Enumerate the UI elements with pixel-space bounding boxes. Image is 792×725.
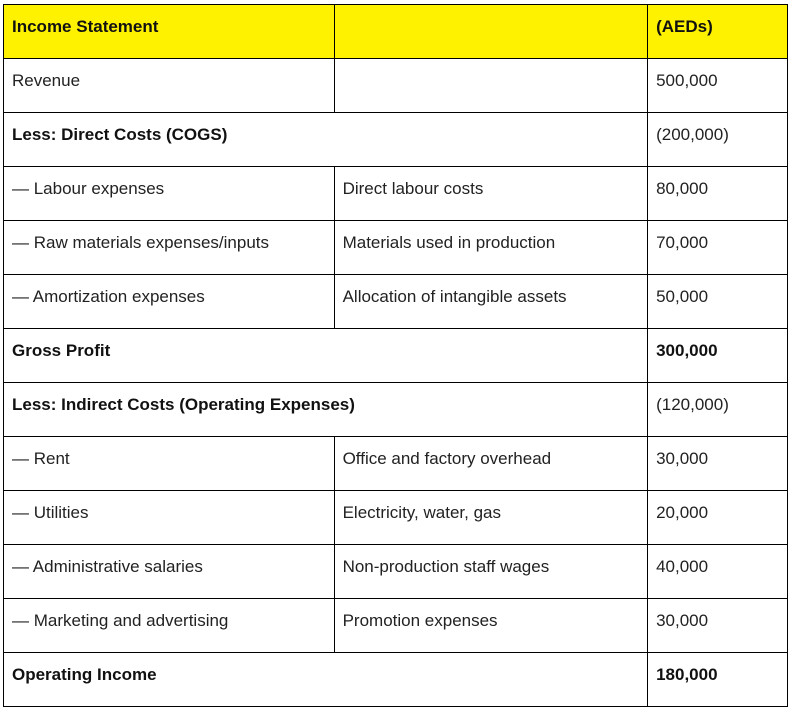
- row-description: Electricity, water, gas: [334, 491, 648, 545]
- row-label: Less: Indirect Costs (Operating Expenses): [4, 383, 648, 437]
- table-row: [4, 329, 788, 383]
- row-label: — Utilities: [4, 491, 335, 545]
- row-value: 20,000: [648, 491, 788, 545]
- table-row: [4, 437, 788, 491]
- row-label: Operating Income: [4, 653, 648, 707]
- row-description: [334, 59, 648, 113]
- header-middle: [334, 5, 648, 59]
- row-description: Direct labour costs: [334, 167, 648, 221]
- row-label: — Administrative salaries: [4, 545, 335, 599]
- row-value: 80,000: [648, 167, 788, 221]
- table-header-row: [4, 5, 788, 59]
- income-statement-table: [3, 4, 788, 707]
- row-value: 30,000: [648, 437, 788, 491]
- table-row: [4, 653, 788, 707]
- table-row: [4, 383, 788, 437]
- row-value: 300,000: [648, 329, 788, 383]
- row-label: — Marketing and advertising: [4, 599, 335, 653]
- row-label: — Raw materials expenses/inputs: [4, 221, 335, 275]
- row-description: Allocation of intangible assets: [334, 275, 648, 329]
- row-value: (200,000): [648, 113, 788, 167]
- row-value: (120,000): [648, 383, 788, 437]
- row-label: — Labour expenses: [4, 167, 335, 221]
- row-value: 40,000: [648, 545, 788, 599]
- row-label: Revenue: [4, 59, 335, 113]
- table-row: [4, 59, 788, 113]
- table-row: [4, 167, 788, 221]
- row-value: 30,000: [648, 599, 788, 653]
- row-value: 180,000: [648, 653, 788, 707]
- table-row: [4, 113, 788, 167]
- row-description: Office and factory overhead: [334, 437, 648, 491]
- row-description: Promotion expenses: [334, 599, 648, 653]
- row-description: Materials used in production: [334, 221, 648, 275]
- header-unit: (AEDs): [648, 5, 788, 59]
- row-label: Gross Profit: [4, 329, 648, 383]
- row-description: Non-production staff wages: [334, 545, 648, 599]
- table-row: [4, 545, 788, 599]
- row-value: 50,000: [648, 275, 788, 329]
- row-label: — Amortization expenses: [4, 275, 335, 329]
- table-row: [4, 491, 788, 545]
- row-value: 70,000: [648, 221, 788, 275]
- table-row: [4, 221, 788, 275]
- table-row: [4, 275, 788, 329]
- row-value: 500,000: [648, 59, 788, 113]
- header-label: Income Statement: [4, 5, 335, 59]
- table-row: [4, 599, 788, 653]
- row-label: Less: Direct Costs (COGS): [4, 113, 648, 167]
- row-label: — Rent: [4, 437, 335, 491]
